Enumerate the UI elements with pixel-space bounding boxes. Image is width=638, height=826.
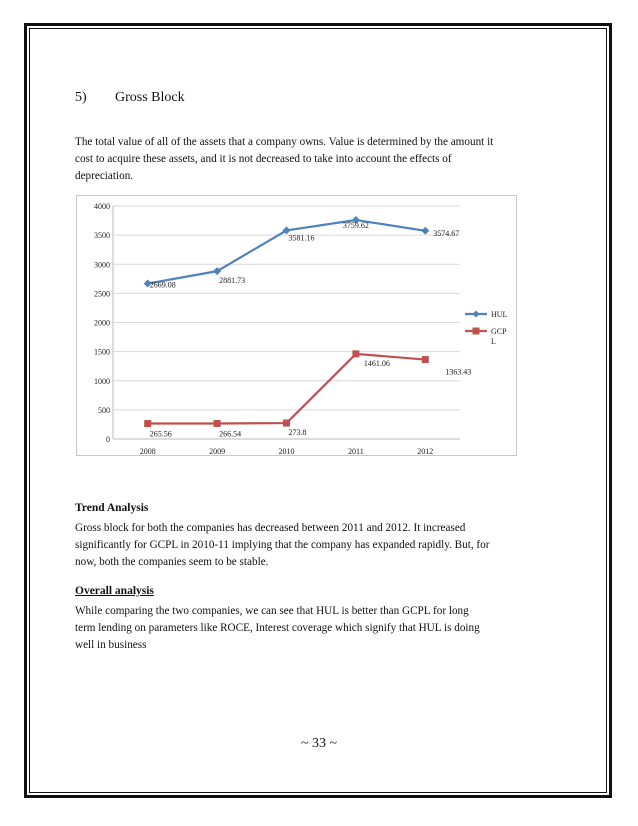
x-tick-label: 2011 xyxy=(348,447,364,456)
data-label: 273.8 xyxy=(288,428,307,438)
y-tick-label: 3000 xyxy=(94,260,110,270)
y-tick-label: 2000 xyxy=(94,318,110,328)
y-tick-label: 0 xyxy=(106,435,110,444)
data-label: 3574.67 xyxy=(433,228,460,238)
legend-label: GCP xyxy=(491,327,507,336)
y-tick-label: 2500 xyxy=(94,289,110,299)
data-label: 3581.16 xyxy=(288,233,315,243)
x-tick-label: 2009 xyxy=(209,447,226,456)
data-label: 265.56 xyxy=(149,429,172,439)
data-point-hul xyxy=(421,227,429,235)
data-label: 2669.08 xyxy=(149,280,176,290)
data-label: 1461.06 xyxy=(363,358,390,368)
gross-block-chart xyxy=(76,195,517,456)
data-point-gcpl xyxy=(144,420,151,427)
y-tick-label: 4000 xyxy=(94,202,110,211)
legend-marker xyxy=(473,311,480,318)
x-tick-label: 2010 xyxy=(278,447,295,456)
y-tick-label: 500 xyxy=(98,405,110,415)
data-label: 1363.43 xyxy=(445,367,472,377)
data-point-gcpl xyxy=(214,420,221,427)
y-tick-label: 3500 xyxy=(94,231,110,241)
legend-marker xyxy=(473,328,480,335)
trend-line: now, both the companies seem to be stable. xyxy=(75,556,269,568)
data-label: 2881.73 xyxy=(219,276,246,286)
trend-line: significantly for GCPL in 2010-11 implying that the company has expanded rapidly. But, for xyxy=(75,539,490,551)
data-point-gcpl xyxy=(283,420,290,427)
x-tick-label: 2008 xyxy=(139,447,156,456)
trend-paragraph xyxy=(75,520,555,571)
section-title: Gross Block xyxy=(115,90,185,105)
y-tick-label: 1000 xyxy=(94,376,110,386)
legend-label: L xyxy=(491,337,496,346)
trend-line: Gross block for both the companies has decreased between 2011 and 2012. It increased xyxy=(75,522,466,534)
y-tick-label: 1500 xyxy=(94,347,110,357)
x-tick-label: 2012 xyxy=(417,447,434,456)
overall-paragraph xyxy=(75,603,555,654)
section-number: 5) xyxy=(75,90,87,105)
overall-line: While comparing the two companies, we can see that HUL is better than GCPL for long xyxy=(75,605,469,617)
overall-line: well in business xyxy=(75,639,147,651)
data-label: 266.54 xyxy=(219,429,242,439)
data-point-gcpl xyxy=(422,356,429,363)
data-point-gcpl xyxy=(352,350,359,357)
data-label: 3759.62 xyxy=(342,221,369,231)
page-number: ~ 33 ~ xyxy=(300,736,338,751)
intro-paragraph xyxy=(75,134,555,185)
intro-line: depreciation. xyxy=(75,170,134,182)
legend-label: HUL xyxy=(491,310,508,319)
intro-line: The total value of all of the assets that a company owns. Value is determined by the amount it xyxy=(75,136,494,148)
chart-svg xyxy=(77,196,518,457)
overall-analysis-title: Overall analysis xyxy=(75,585,154,597)
section-heading xyxy=(75,90,185,106)
trend-analysis-title: Trend Analysis xyxy=(75,502,149,514)
overall-line: term lending on parameters like ROCE, Interest coverage which signify that HUL is doing xyxy=(75,622,480,634)
intro-line: cost to acquire these assets, and it is not decreased to take into account the effects of xyxy=(75,153,452,165)
